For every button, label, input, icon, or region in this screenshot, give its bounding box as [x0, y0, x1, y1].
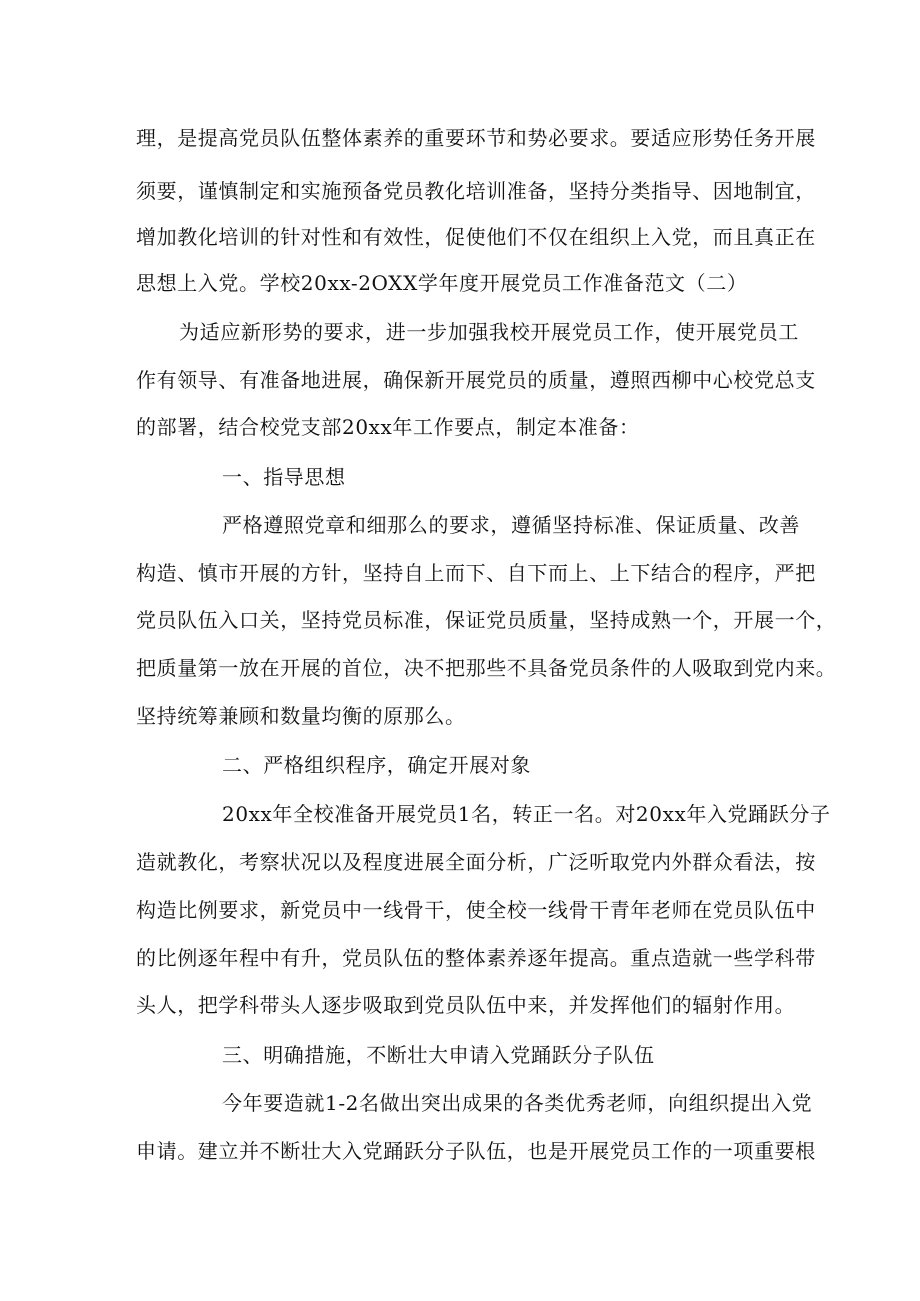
- paragraph-first-line: 严格遵照党章和细那么的要求，遵循坚持标准、保证质量、改善: [222, 513, 800, 537]
- paragraph-first-line: 为适应新形势的要求，进一步加强我校开展党员工作，使开展党员工: [179, 320, 799, 344]
- section-heading: 二、严格组织程序，确定开展对象: [222, 753, 531, 777]
- text-line: 须要，谨慎制定和实施预备党员教化培训准备，坚持分类指导、因地制宜，: [136, 179, 816, 203]
- text-line: 作有领导、有准备地进展，确保新开展党员的质量，遵照西柳中心校党总支: [136, 368, 816, 392]
- text-line: 坚持统筹兼顾和数量均衡的原那么。: [136, 704, 466, 728]
- text-line: 党员队伍入口关，坚持党员标准，保证党员质量，坚持成熟一个，开展一个，: [136, 608, 837, 632]
- text-line: 把质量第一放在开展的首位，决不把那些不具备党员条件的人吸取到党内来。: [136, 656, 837, 680]
- text-line: 构造、慎市开展的方针，坚持自上而下、自下而上、上下结合的程序，严把: [136, 561, 816, 585]
- section-heading: 三、明确措施，不断壮大申请入党踊跃分子队伍: [222, 1043, 655, 1067]
- text-line: 理，是提高党员队伍整体素养的重要环节和势必要求。要适应形势任务开展: [136, 126, 816, 150]
- text-line: 的比例逐年程中有升，党员队伍的整体素养逐年提高。重点造就一些学科带: [136, 946, 816, 970]
- text-line: 增加教化培训的针对性和有效性，促使他们不仅在组织上入党，而且真正在: [136, 225, 816, 249]
- text-line: 的部署，结合校党支部20xx年工作要点，制定本准备：: [136, 415, 640, 439]
- section-heading: 一、指导思想: [222, 465, 346, 489]
- paragraph-first-line: 今年要造就1-2名做出突出成果的各类优秀老师，向组织提出入党: [222, 1091, 813, 1115]
- text-line: 头人，把学科带头人逐步吸取到党员队伍中来，并发挥他们的辐射作用。: [136, 993, 796, 1017]
- text-line: 造就教化，考察状况以及程度进展全面分析，广泛听取党内外群众看法，按: [136, 850, 816, 874]
- text-line: 构造比例要求，新党员中一线骨干，使全校一线骨干青年老师在党员队伍中: [136, 898, 816, 922]
- text-line: 申请。建立并不断壮大入党踊跃分子队伍，也是开展党员工作的一项重要根: [136, 1139, 816, 1163]
- paragraph-first-line: 20xx年全校准备开展党员1名，转正一名。对20xx年入党踊跃分子: [222, 802, 831, 826]
- text-line: 思想上入党。学校20xx-2OXX学年度开展党员工作准备范文（二）: [136, 271, 748, 295]
